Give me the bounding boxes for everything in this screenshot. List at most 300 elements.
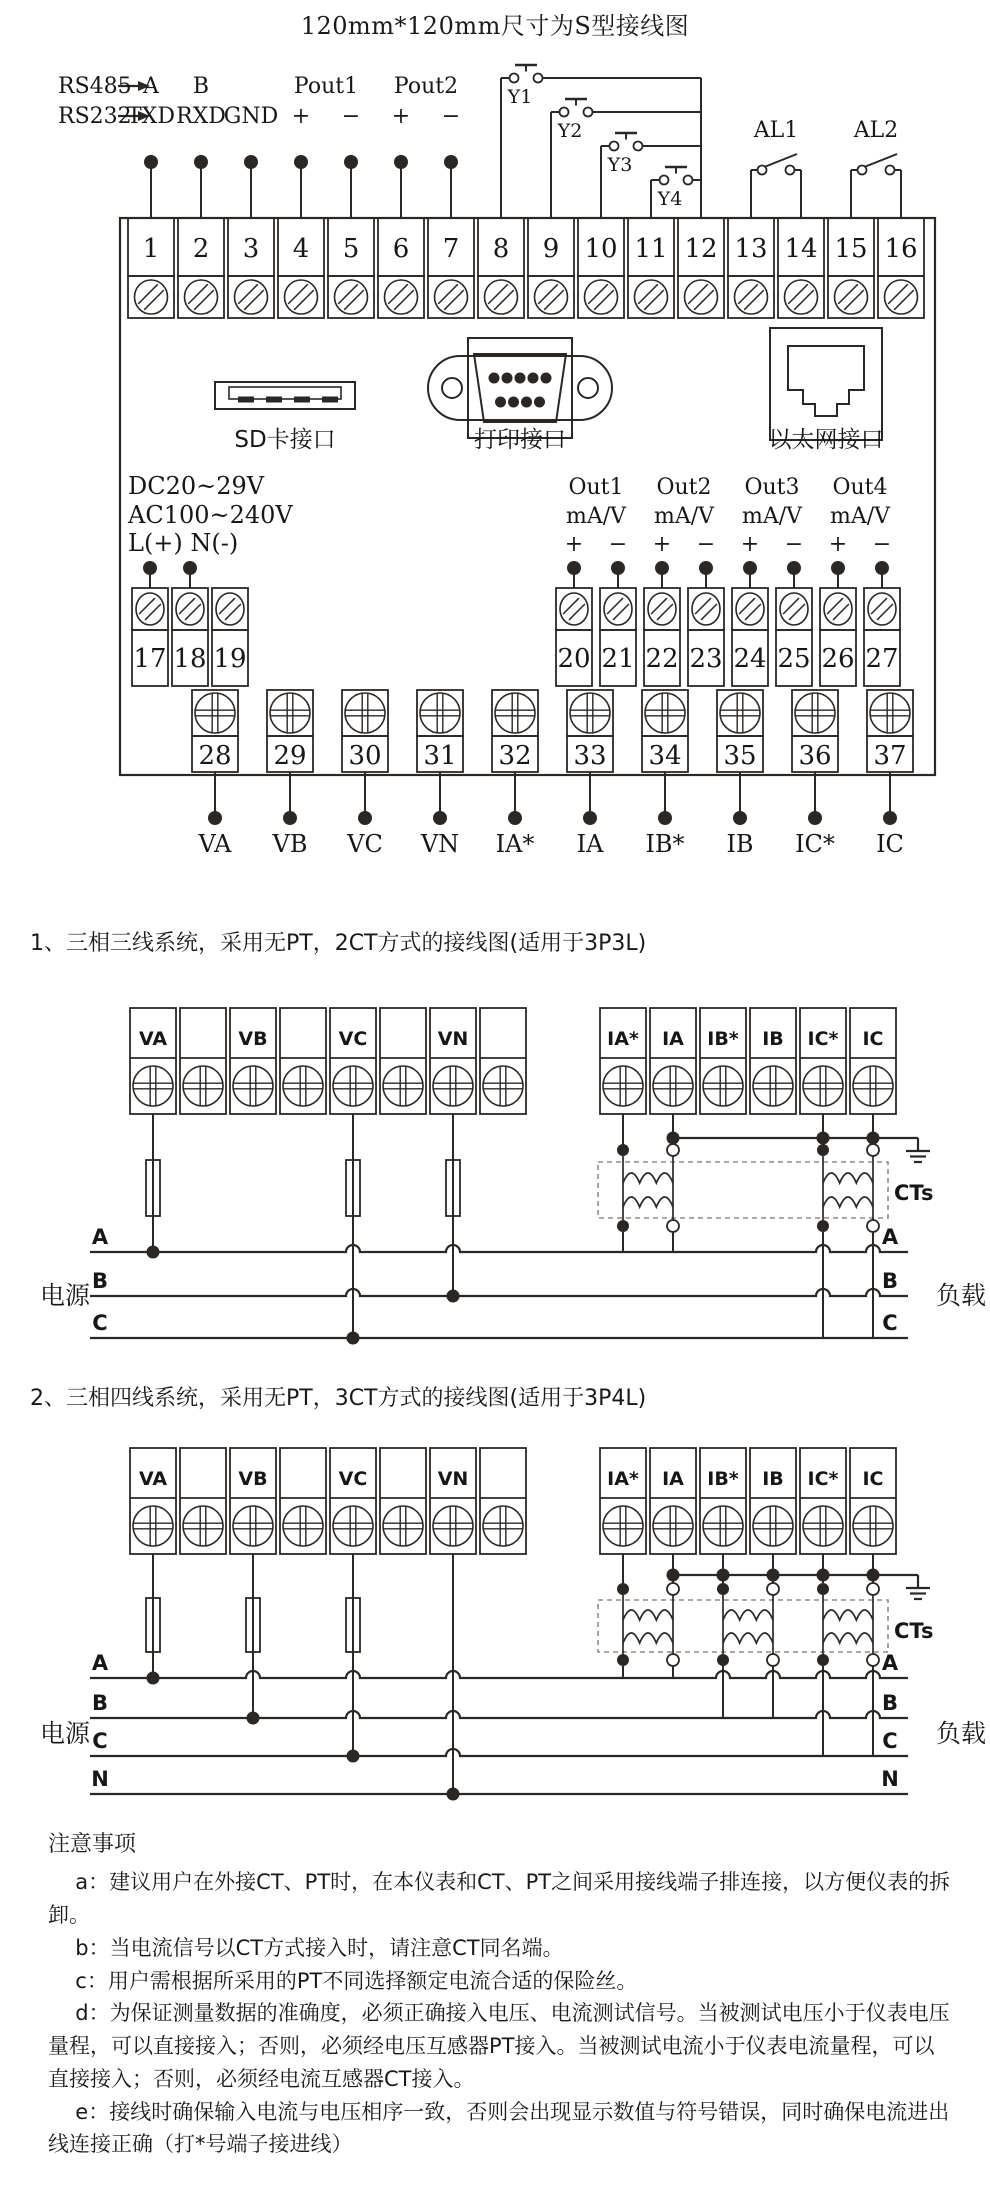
ct-terminal-star <box>617 1583 629 1595</box>
ct-terminal-star <box>617 1144 629 1156</box>
wire-dot <box>294 155 308 169</box>
phase-label: A <box>91 1225 109 1249</box>
signal-label: IA <box>576 830 604 858</box>
wire-dot <box>433 811 447 825</box>
screw-slot-line <box>694 290 714 310</box>
screw-cross <box>283 1506 323 1546</box>
phase-label: N <box>91 1767 109 1791</box>
db9-pin <box>534 397 545 408</box>
screw-cross <box>603 1066 643 1106</box>
terminal-number: 22 <box>645 644 679 674</box>
terminal-number: 9 <box>542 234 560 264</box>
junction-dot <box>867 1569 880 1582</box>
screw-cross <box>483 1506 523 1546</box>
terminal-number: 15 <box>834 234 868 264</box>
wire-dot <box>733 811 747 825</box>
screw-slot <box>535 280 568 314</box>
diagram-terminal-label: IA <box>662 1468 684 1490</box>
notes-section <box>48 1828 953 2161</box>
screw-slot <box>385 280 418 314</box>
screw-cross <box>795 693 835 733</box>
terminal-number: 26 <box>821 644 855 674</box>
terminal-number: 29 <box>273 741 307 771</box>
polarity-sign: − <box>872 532 892 557</box>
screw-cross <box>653 1066 693 1106</box>
terminal-number: 1 <box>142 234 160 264</box>
out-unit: mA/V <box>565 504 627 529</box>
screw-slot-line <box>738 284 758 304</box>
signal-label: IC* <box>795 830 835 858</box>
terminal-number: 5 <box>342 234 360 264</box>
phase-label: C <box>92 1311 108 1335</box>
diagram-terminal-label: IC <box>862 1028 884 1050</box>
polarity-sign: − <box>784 532 804 557</box>
diagram-terminal-label: VN <box>437 1468 469 1490</box>
signal-label: IC <box>876 830 904 858</box>
screw-cross <box>195 693 235 733</box>
ct-terminal-star <box>717 1583 729 1595</box>
polarity-sign: + <box>564 532 584 557</box>
diagram-terminal-label: IB* <box>707 1468 739 1490</box>
terminal-number: 31 <box>423 741 457 771</box>
screw-slot <box>285 280 318 314</box>
junction-dot <box>667 1132 680 1145</box>
switch-contact <box>786 166 795 175</box>
db9-pin <box>489 373 500 384</box>
terminal-number: 10 <box>584 234 618 264</box>
screw-cross <box>333 1506 373 1546</box>
diagram-terminal-label: VC <box>338 1468 368 1490</box>
phase-label: B <box>91 1269 109 1293</box>
terminal-number: 20 <box>557 644 591 674</box>
screw-slot <box>685 280 718 314</box>
db9-trapezoid <box>474 354 566 422</box>
ct-coil <box>623 1173 673 1183</box>
screw-cross <box>603 1506 643 1546</box>
screw-cross <box>333 1066 373 1106</box>
terminal-number: 12 <box>684 234 718 264</box>
note-item-d: d：为保证测量数据的准确度，必须正确接入电压、电流测试信号。当被测试电压小于仪表电压量程，可以直接接入；否则，必须经电压互感器PT接入。当被测试电流小于仪表电流量程，可以直接接入；否则，必须经电流互感器CT接入。 <box>48 2001 950 2091</box>
terminal-cell <box>717 690 763 736</box>
diagram-terminal-label: VA <box>138 1028 168 1050</box>
ct-terminal-star <box>717 1654 729 1666</box>
screw-cross <box>283 1066 323 1106</box>
button-contact <box>510 74 519 83</box>
terminal-cell <box>417 690 463 736</box>
button-contact <box>610 142 619 151</box>
phase-label: C <box>882 1729 898 1753</box>
sd-pad <box>322 397 338 403</box>
junction-dot <box>867 1132 880 1145</box>
wire-dot <box>208 811 222 825</box>
phase-label: B <box>881 1691 899 1715</box>
terminal-number: 16 <box>884 234 918 264</box>
screw-slot <box>736 593 764 625</box>
terminal-cell <box>342 690 388 736</box>
terminal-number: 8 <box>492 234 510 264</box>
screw-slot-line <box>538 284 558 304</box>
screw-slot <box>604 593 632 625</box>
junction-dot <box>147 1246 160 1259</box>
ct-box <box>598 1600 888 1652</box>
screw-cross <box>653 1506 693 1546</box>
screw-slot <box>648 593 676 625</box>
rs485-pin: A <box>143 74 159 99</box>
polarity-sign: − <box>441 104 461 129</box>
screw-slot <box>785 280 818 314</box>
ethernet-label: 以太网接口 <box>768 427 884 453</box>
ct-terminal <box>867 1654 879 1666</box>
screw-slot-line <box>894 290 914 310</box>
screw-slot-line <box>338 284 358 304</box>
db9-pin <box>495 397 506 408</box>
signal-label: VC <box>347 830 383 858</box>
note-item-c: c：用户需根据所采用的PT不同选择额定电流合适的保险丝。 <box>75 1968 638 1993</box>
polarity-sign: − <box>341 104 361 129</box>
junction-dot <box>817 1569 830 1582</box>
phase-line <box>90 1711 908 1718</box>
alarm-label: AL2 <box>853 118 899 143</box>
source-label: 电源 <box>40 1281 91 1310</box>
screw-cross <box>270 693 310 733</box>
screw-slot <box>235 280 268 314</box>
button-contact <box>660 176 669 185</box>
phase-label: C <box>882 1311 898 1335</box>
screw-slot-line <box>188 284 208 304</box>
wire-dot <box>444 155 458 169</box>
junction-dot <box>447 1788 460 1801</box>
screw-slot-line <box>794 290 814 310</box>
ethernet-jack <box>770 328 882 440</box>
polarity-sign: − <box>696 532 716 557</box>
signal-label: VA <box>198 830 232 858</box>
screw-slot <box>735 280 768 314</box>
terminal-number: 34 <box>648 741 682 771</box>
button-label: Y4 <box>657 188 683 210</box>
ct-coil <box>823 1610 873 1620</box>
sd-pad <box>294 397 310 403</box>
db9-pin <box>528 373 539 384</box>
terminal-number: 14 <box>784 234 818 264</box>
button-contact <box>584 108 593 117</box>
terminal-cell <box>820 588 856 630</box>
screw-slot <box>692 593 720 625</box>
screw-cross <box>645 693 685 733</box>
diagram-terminal-label: VC <box>338 1028 368 1050</box>
terminal-number: 32 <box>498 741 532 771</box>
out-name: Out4 <box>832 475 888 500</box>
ct-coil <box>723 1610 773 1620</box>
diagram-terminal-label: IA* <box>607 1028 639 1050</box>
terminal-number: 11 <box>634 234 668 264</box>
screw-cross <box>753 1506 793 1546</box>
diagram-terminal-label: IB <box>762 1028 784 1050</box>
terminal-number: 23 <box>689 644 723 674</box>
terminal-number: 18 <box>173 644 207 674</box>
note-item-b: b：当电流信号以CT方式接入时，请注意CT同名端。 <box>75 1935 564 1960</box>
ct-coil <box>623 1633 673 1643</box>
screw-slot <box>560 593 588 625</box>
ct-label: CTs <box>894 1181 934 1205</box>
note-item-e: e：接线时确保输入电流与电压相序一致，否则会出现显示数值与符号错误，同时确保电流进出线连接正确（打*号端子接进线） <box>48 2099 950 2157</box>
rs232-pin: RXD <box>176 104 226 129</box>
terminal-cell <box>192 690 238 736</box>
screw-cross <box>803 1506 843 1546</box>
wire-dot <box>283 811 297 825</box>
screw-cross <box>420 693 460 733</box>
screw-slot <box>335 280 368 314</box>
diagram-terminal-label: IC* <box>807 1028 839 1050</box>
polarity-sign: − <box>608 532 628 557</box>
pout2-label: Pout2 <box>393 74 459 99</box>
phase-line <box>90 1749 908 1756</box>
terminal-number: 2 <box>192 234 210 264</box>
diagram-terminal-label: IA* <box>607 1468 639 1490</box>
ct-terminal-star <box>617 1220 629 1232</box>
ct-terminal <box>867 1144 879 1156</box>
load-label: 负载 <box>936 1281 987 1310</box>
screw-slot <box>868 593 896 625</box>
terminal-cell <box>688 588 724 630</box>
terminal-number: 25 <box>777 644 811 674</box>
ct-box <box>598 1162 888 1218</box>
phase-label: B <box>881 1269 899 1293</box>
ct-coil <box>723 1633 773 1643</box>
screw-slot <box>780 593 808 625</box>
screw-slot <box>485 280 518 314</box>
out-name: Out1 <box>568 475 624 500</box>
ct-coil <box>823 1197 873 1207</box>
ct-terminal-star <box>817 1654 829 1666</box>
db9-shell <box>428 356 612 420</box>
diagram-terminal-label: IC* <box>807 1468 839 1490</box>
phase-label: A <box>881 1225 899 1249</box>
terminal-cell <box>212 588 248 630</box>
screw-cross <box>570 693 610 733</box>
screw-slot-line <box>838 284 858 304</box>
wire-dot <box>144 155 158 169</box>
screw-cross <box>703 1066 743 1106</box>
polarity-sign: + <box>391 104 411 129</box>
screw-slot <box>824 593 852 625</box>
polarity-sign: + <box>291 104 311 129</box>
diagram-terminal-label: VB <box>238 1468 268 1490</box>
screw-cross <box>720 693 760 733</box>
switch-contact <box>758 166 767 175</box>
junction-dot <box>767 1569 780 1582</box>
screw-cross <box>495 693 535 733</box>
terminal-number: 3 <box>242 234 260 264</box>
ct-terminal <box>667 1144 679 1156</box>
screw-cross <box>433 1066 473 1106</box>
screw-slot-line <box>244 290 264 310</box>
wire-dot <box>358 811 372 825</box>
out-name: Out2 <box>656 475 712 500</box>
terminal-number: 27 <box>865 644 899 674</box>
terminal-cell <box>776 588 812 630</box>
diagram-terminal-label: IA <box>662 1028 684 1050</box>
terminal-number: 7 <box>442 234 460 264</box>
phase-label: C <box>92 1729 108 1753</box>
terminal-cell <box>172 588 208 630</box>
screw-slot-line <box>238 284 258 304</box>
screw-cross <box>383 1506 423 1546</box>
button-label: Y2 <box>557 120 583 142</box>
rs485-pin: B <box>192 74 210 99</box>
screw-cross <box>853 1506 893 1546</box>
signal-label: VB <box>272 830 308 858</box>
screw-slot-line <box>594 290 614 310</box>
screw-cross <box>233 1066 273 1106</box>
junction-dot <box>817 1132 830 1145</box>
screw-slot <box>136 593 164 625</box>
wire-dot <box>508 811 522 825</box>
power-terminal-label: L(+) N(-) <box>128 529 239 557</box>
screw-slot-line <box>138 284 158 304</box>
signal-label: IA* <box>495 830 535 858</box>
screw-slot-line <box>888 284 908 304</box>
screw-slot-line <box>444 290 464 310</box>
ct-coil <box>823 1173 873 1183</box>
terminal-cell <box>644 588 680 630</box>
ct-terminal <box>667 1220 679 1232</box>
button-contact <box>534 74 543 83</box>
wire-dot <box>194 155 208 169</box>
ct-coil <box>623 1197 673 1207</box>
screw-slot <box>216 593 244 625</box>
sd-card-slot <box>215 382 355 409</box>
db9-pin <box>508 397 519 408</box>
screw-slot-line <box>688 284 708 304</box>
db9-pin <box>521 397 532 408</box>
rs232-pin: TXD <box>127 104 175 129</box>
ct-terminal-star <box>817 1583 829 1595</box>
button-label: Y3 <box>607 154 633 176</box>
ct-coil <box>623 1610 673 1620</box>
ct-terminal-star <box>817 1144 829 1156</box>
terminal-number: 33 <box>573 741 607 771</box>
polarity-sign: + <box>828 532 848 557</box>
terminal-cell <box>792 690 838 736</box>
terminal-number: 24 <box>733 644 767 674</box>
phase-label: B <box>91 1691 109 1715</box>
screw-cross <box>870 693 910 733</box>
polarity-sign: + <box>652 532 672 557</box>
diagram-terminal-label: VA <box>138 1468 168 1490</box>
screw-cross <box>133 1066 173 1106</box>
terminal-number: 4 <box>292 234 310 264</box>
wire-dot <box>583 811 597 825</box>
screw-slot-line <box>194 290 214 310</box>
screw-slot <box>585 280 618 314</box>
terminal-cell <box>642 690 688 736</box>
screw-cross <box>133 1506 173 1546</box>
button-label: Y1 <box>507 86 533 108</box>
button-contact <box>634 142 643 151</box>
screw-slot-line <box>638 284 658 304</box>
button-contact <box>560 108 569 117</box>
terminal-cell <box>556 588 592 630</box>
screw-cross <box>183 1066 223 1106</box>
signal-label: IB <box>726 830 754 858</box>
ct-terminal <box>867 1583 879 1595</box>
ct-terminal <box>767 1654 779 1666</box>
screw-cross <box>183 1506 223 1546</box>
ct-terminal <box>667 1583 679 1595</box>
out-unit: mA/V <box>741 504 803 529</box>
junction-dot <box>667 1569 680 1582</box>
junction-dot <box>717 1569 730 1582</box>
screw-slot-line <box>394 290 414 310</box>
diagram-terminal-label: IC <box>862 1468 884 1490</box>
screw-slot <box>135 280 168 314</box>
section-2-heading: 2、三相四线系统，采用无PT，3CT方式的接线图(适用于3P4L) <box>30 1386 647 1411</box>
switch-blade <box>866 154 898 167</box>
phase-line <box>90 1289 908 1296</box>
load-label: 负载 <box>936 1719 987 1748</box>
diagram-terminal-label: VB <box>238 1028 268 1050</box>
print-label: 打印接口 <box>474 427 566 453</box>
screw-slot-line <box>544 290 564 310</box>
ct-terminal <box>867 1220 879 1232</box>
ct-terminal-star <box>817 1220 829 1232</box>
out-name: Out3 <box>744 475 800 500</box>
screw-slot-line <box>788 284 808 304</box>
ct-label: CTs <box>894 1619 934 1643</box>
terminal-cell <box>864 588 900 630</box>
screw-slot-line <box>588 284 608 304</box>
page-title: 120mm*120mm尺寸为S型接线图 <box>300 12 690 40</box>
out-unit: mA/V <box>653 504 715 529</box>
switch-contact <box>886 166 895 175</box>
terminal-number: 17 <box>133 644 167 674</box>
screw-cross <box>483 1066 523 1106</box>
screw-slot-line <box>344 290 364 310</box>
screw-cross <box>853 1066 893 1106</box>
screw-cross <box>233 1506 273 1546</box>
button-contact <box>684 176 693 185</box>
wire-dot <box>344 155 358 169</box>
notes-title: 注意事项 <box>48 1832 137 1857</box>
screw-slot-line <box>488 284 508 304</box>
screw-slot <box>176 593 204 625</box>
out-unit: mA/V <box>829 504 891 529</box>
terminal-number: 37 <box>873 741 907 771</box>
phase-line <box>90 1245 908 1252</box>
screw-slot-line <box>294 290 314 310</box>
terminal-number: 30 <box>348 741 382 771</box>
polarity-sign: + <box>740 532 760 557</box>
junction-dot <box>147 1672 160 1685</box>
phase-label: A <box>91 1651 109 1675</box>
terminal-number: 35 <box>723 741 757 771</box>
switch-contact <box>858 166 867 175</box>
screw-cross <box>345 693 385 733</box>
power-spec-ac: AC100~240V <box>128 501 293 529</box>
wire-dot <box>244 155 258 169</box>
screw-slot <box>435 280 468 314</box>
screw-cross <box>703 1506 743 1546</box>
rs485-label: RS485 <box>58 74 132 99</box>
diagram-terminal-label: IB* <box>707 1028 739 1050</box>
junction-dot <box>347 1332 360 1345</box>
note-item-a: a：建议用户在外接CT、PT时，在本仪表和CT、PT之间采用接线端子排连接，以方便仪表的拆卸。 <box>48 1870 951 1928</box>
screw-slot-line <box>844 290 864 310</box>
sd-pad <box>266 397 282 403</box>
phase-label: N <box>881 1767 899 1791</box>
db9-pin <box>502 373 513 384</box>
screw-slot <box>885 280 918 314</box>
